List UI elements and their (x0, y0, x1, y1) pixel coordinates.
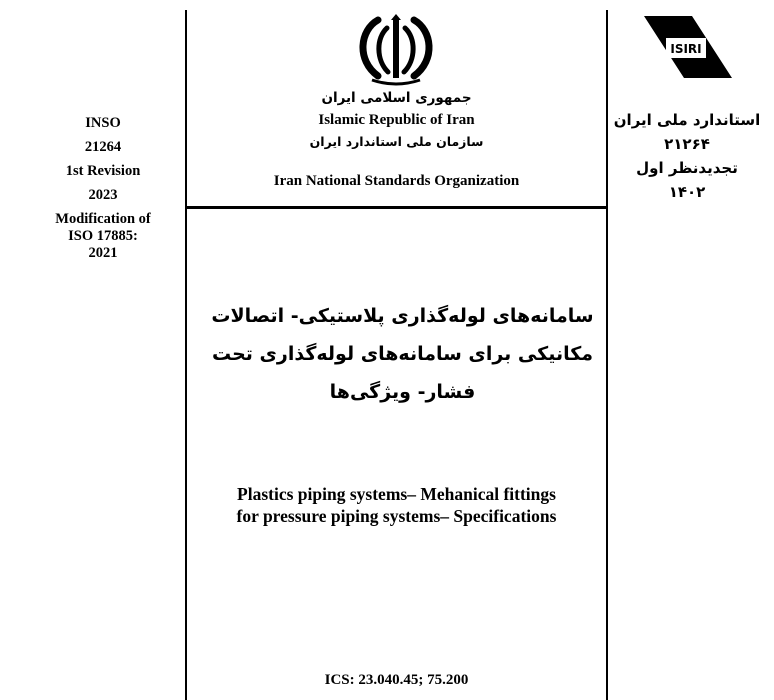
isiri-logo-icon (640, 12, 736, 82)
fa-year-label: ۱۴۰۲ (668, 183, 706, 201)
fa-document-title (205, 297, 600, 411)
year-label: 2023 (88, 187, 118, 203)
fa-title-line-2: مکانیکی برای سامانه‌های لوله‌گذاری تحت (211, 343, 594, 365)
isiri-logo-text: ISIRI (670, 42, 702, 56)
fa-standard-label: استاندارد ملی ایران (613, 111, 761, 129)
en-title-line-2: for pressure piping systems– Specifications (236, 506, 557, 526)
en-document-title (186, 483, 607, 527)
fa-title-line-1: سامانه‌های لوله‌گذاری پلاستیکی- اتصالات (211, 305, 594, 327)
standard-number: 21264 (84, 139, 122, 155)
en-org-name: Iran National Standards Organization (273, 173, 520, 189)
left-info-block (28, 115, 178, 262)
fa-standard-number: ۲۱۲۶۴ (664, 135, 710, 153)
standard-code: INSO (85, 115, 121, 131)
revision-label: 1st Revision (65, 163, 141, 179)
ics-code: ICS: 23.040.45; 75.200 (324, 672, 469, 688)
modification-label: Modification of ISO 17885: 2021 (55, 211, 151, 261)
header-divider (186, 206, 607, 209)
fa-country-name: جمهوری اسلامی ایران (321, 90, 472, 106)
fa-title-line-3: فشار- ویژگی‌ها (329, 381, 476, 403)
en-title-line-1: Plastics piping systems– Mehanical fittings (237, 484, 556, 504)
national-emblem-icon (348, 14, 444, 86)
fa-org-name: سازمان ملی استاندارد ایران (309, 134, 484, 149)
fa-revision-label: تجدیدنظر اول (636, 159, 738, 177)
en-country-name: Islamic Republic of Iran (318, 112, 475, 128)
right-info-block (612, 108, 762, 204)
